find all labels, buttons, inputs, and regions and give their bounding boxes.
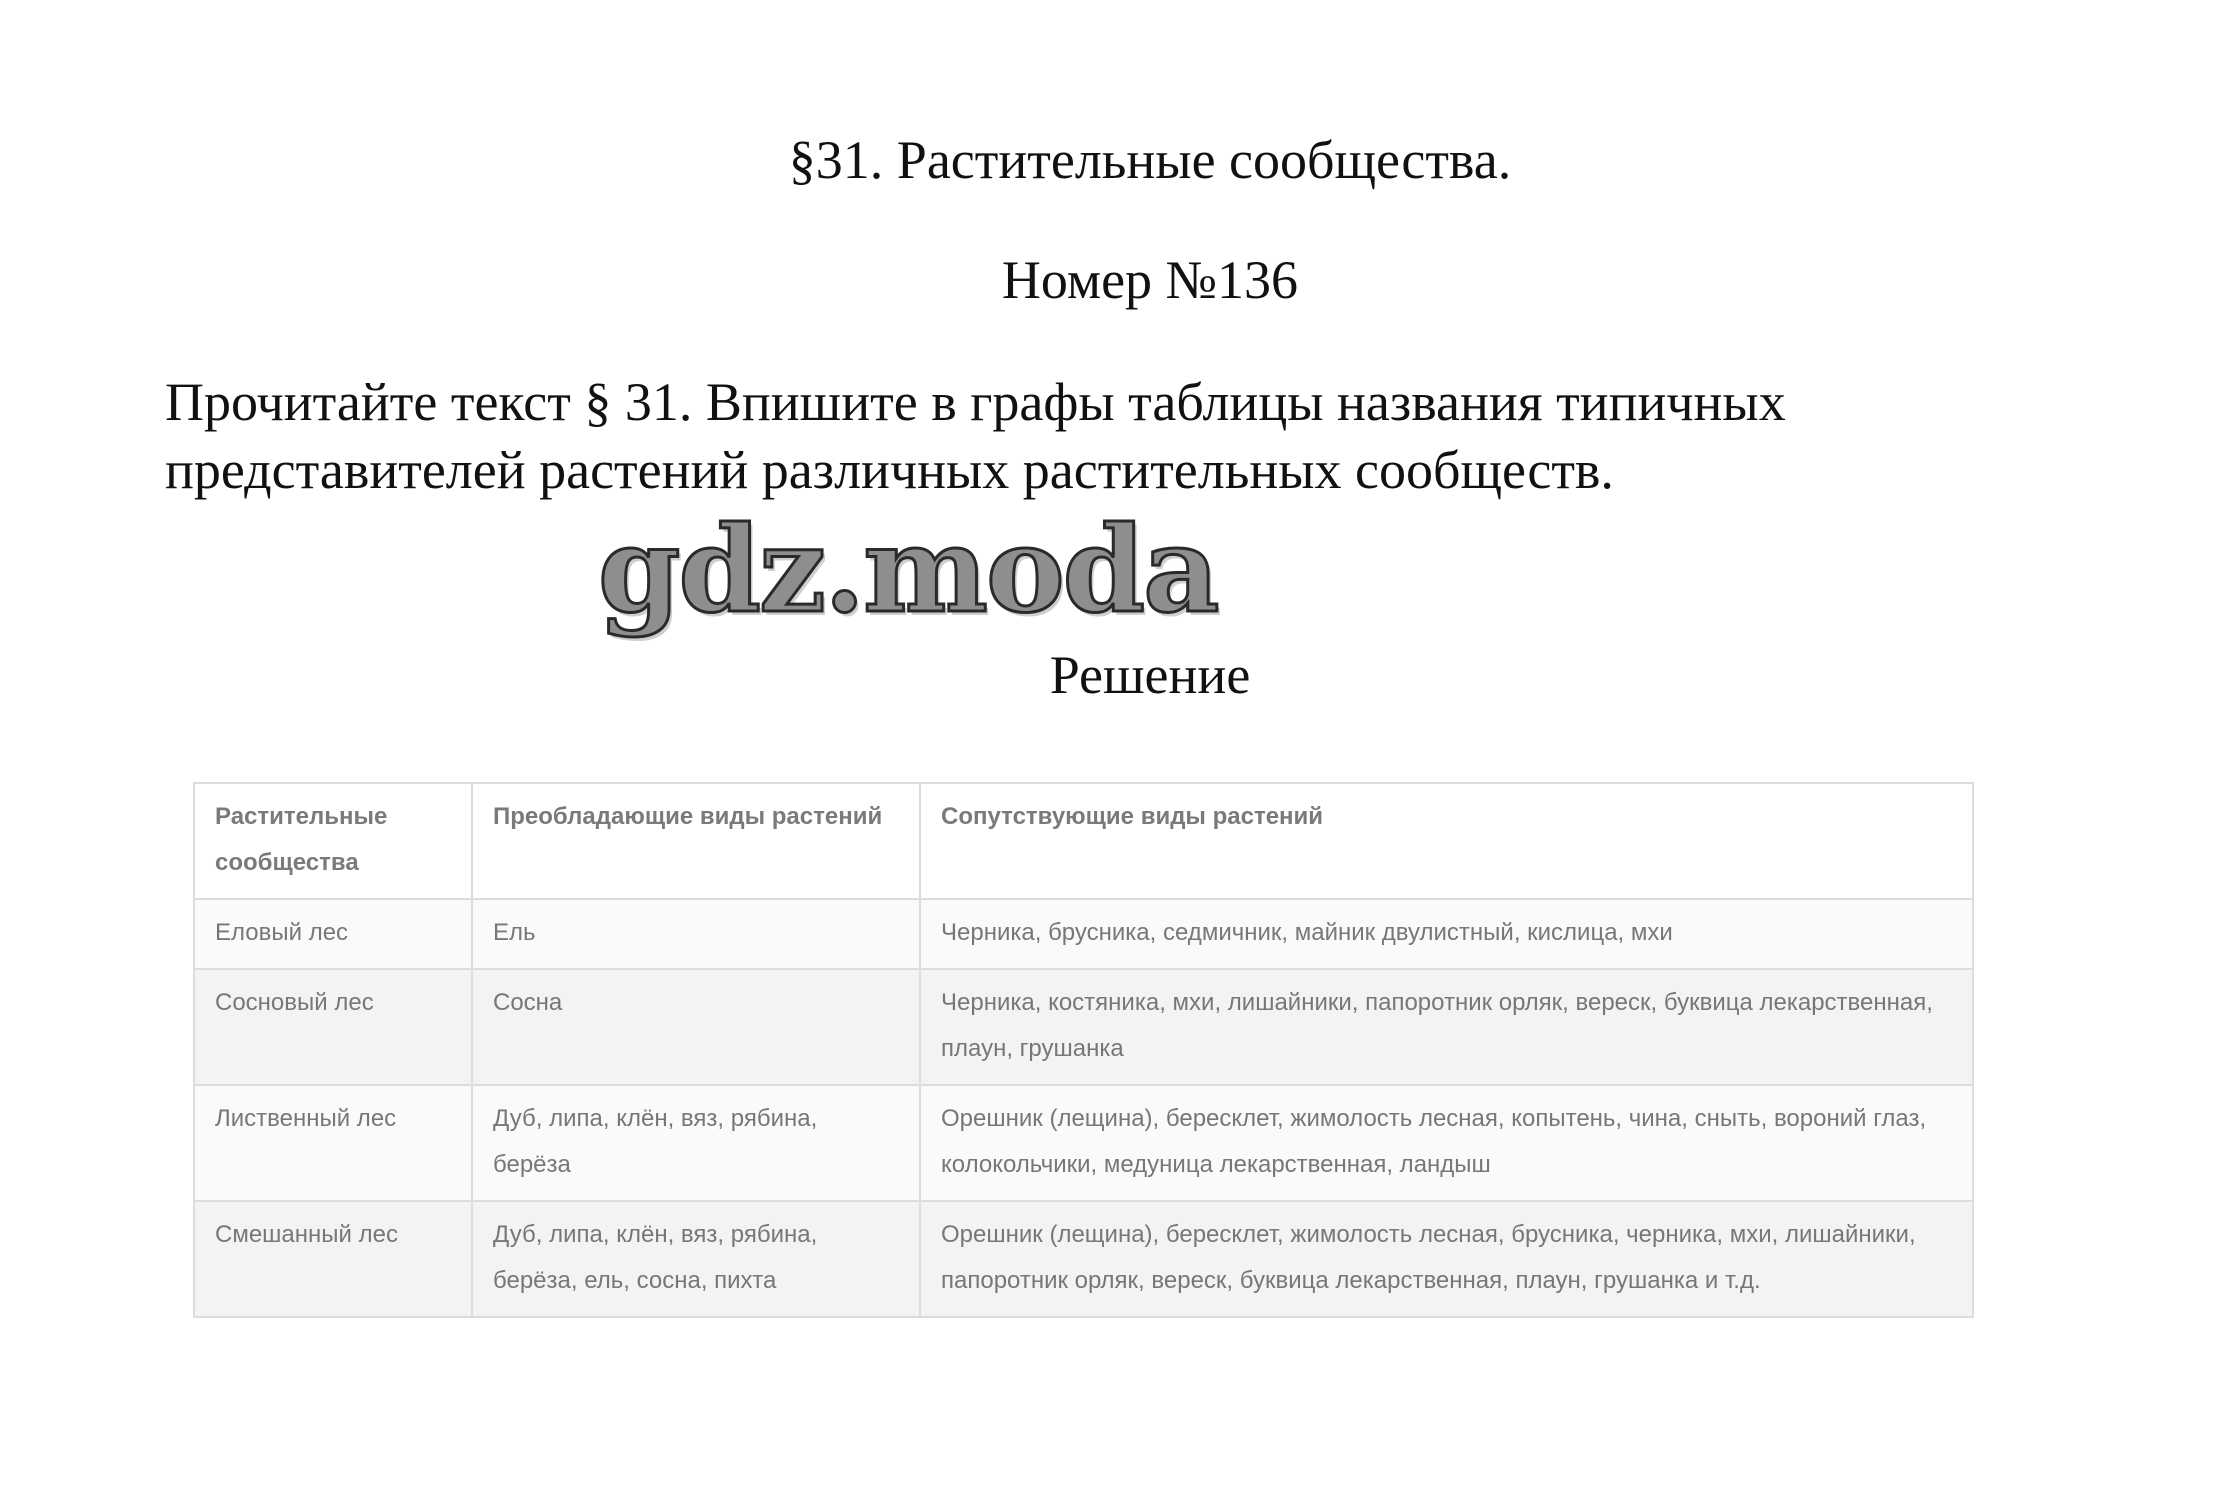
column-header-accompanying-species: Сопутствующие виды растений bbox=[920, 783, 1973, 899]
watermark-logo: gdz.moda bbox=[598, 500, 1218, 639]
column-header-dominant-species: Преобладающие виды растений bbox=[472, 783, 920, 899]
solution-table bbox=[193, 782, 1974, 1318]
page-title: §31. Растительные сообщества. bbox=[788, 130, 1512, 190]
table-row bbox=[194, 969, 1973, 1085]
table-cell: Ель bbox=[472, 899, 920, 969]
table-cell: Дуб, липа, клён, вяз, рябина, берёза bbox=[472, 1085, 920, 1201]
table-cell: Сосна bbox=[472, 969, 920, 1085]
task-number: Номер №136 bbox=[1001, 250, 1299, 310]
table-cell: Еловый лес bbox=[194, 899, 472, 969]
table-cell: Орешник (лещина), бересклет, жимолость лесная, брусника, черника, мхи, лишайники, папоротник орляк, вереск, буквица лекарственная, плаун, грушанка и т.д. bbox=[920, 1201, 1973, 1317]
table-cell: Смешанный лес bbox=[194, 1201, 472, 1317]
table-row bbox=[194, 899, 1973, 969]
task-text: Прочитайте текст § 31. Впишите в графы таблицы названия типичных представителей растений различных растительных сообществ. bbox=[165, 372, 1786, 500]
table-cell: Черника, брусника, седмичник, майник двулистный, кислица, мхи bbox=[920, 899, 1973, 969]
table-cell: Черника, костяника, мхи, лишайники, папоротник орляк, вереск, буквица лекарственная, плаун, грушанка bbox=[920, 969, 1973, 1085]
table-cell: Сосновый лес bbox=[194, 969, 472, 1085]
table-header-row bbox=[194, 783, 1973, 899]
column-header-communities: Растительные сообщества bbox=[194, 783, 472, 899]
table-cell: Дуб, липа, клён, вяз, рябина, берёза, ель, сосна, пихта bbox=[472, 1201, 920, 1317]
solution-label: Решение bbox=[1049, 645, 1251, 705]
table-row bbox=[194, 1085, 1973, 1201]
table-cell: Орешник (лещина), бересклет, жимолость лесная, копытень, чина, сныть, вороний глаз, колокольчики, медуница лекарственная, ландыш bbox=[920, 1085, 1973, 1201]
table-row bbox=[194, 1201, 1973, 1317]
table-cell: Лиственный лес bbox=[194, 1085, 472, 1201]
